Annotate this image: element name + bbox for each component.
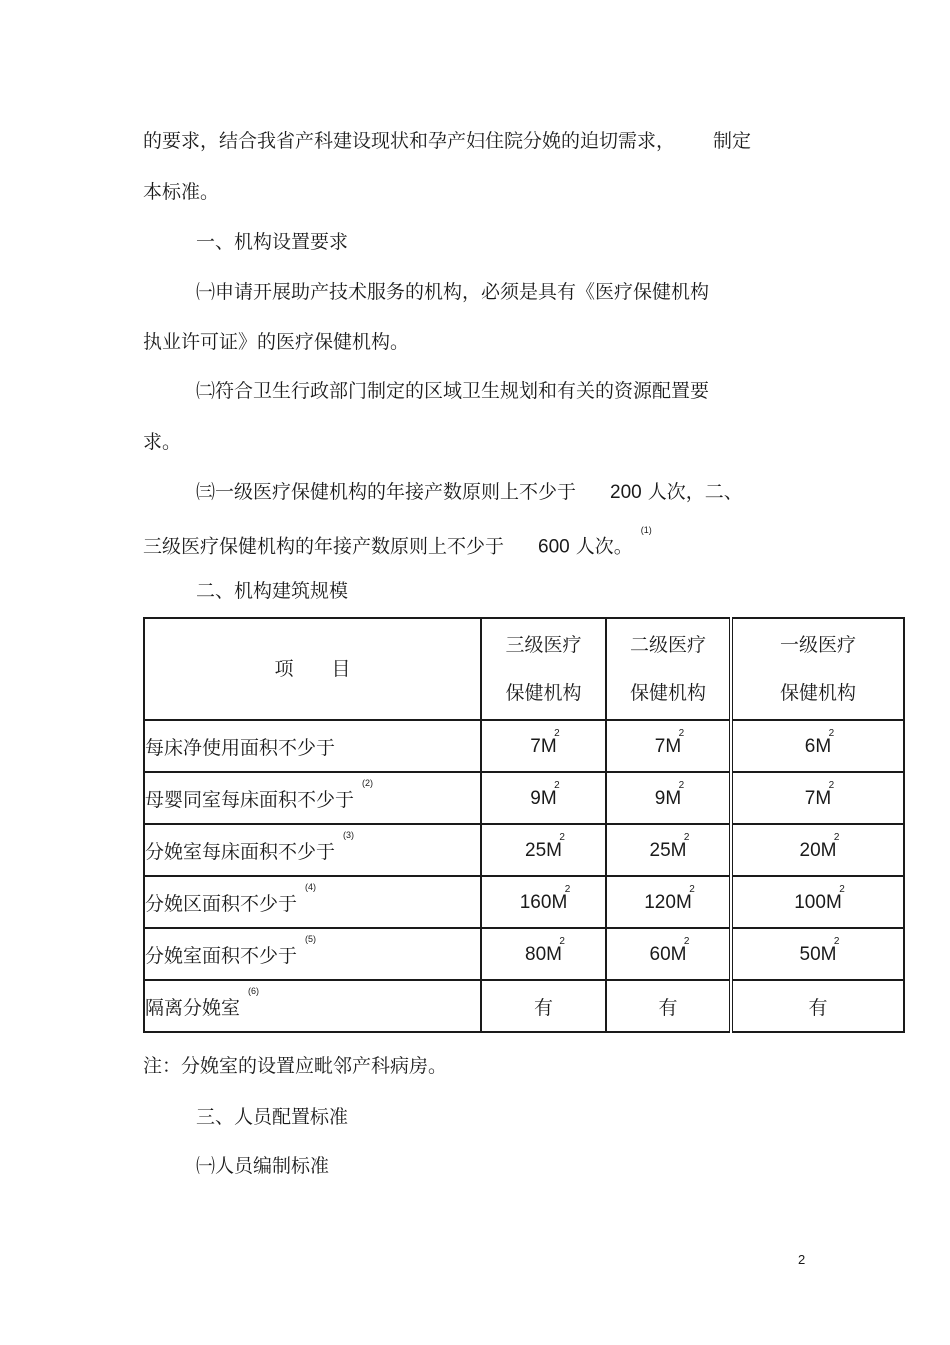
- unit-label: [665, 727, 685, 757]
- unit-exponent: 2: [564, 883, 571, 895]
- paragraph-line: [143, 525, 652, 560]
- header-line: 保健机构: [505, 682, 582, 704]
- header-line: 保健机构: [629, 682, 706, 704]
- count-value: 200: [610, 482, 642, 503]
- unit-label: [815, 727, 835, 757]
- value: 120: [644, 891, 676, 913]
- value-cell: [481, 928, 606, 980]
- table-row: [144, 980, 904, 1032]
- unit-label: [820, 935, 840, 965]
- value-cell: [731, 876, 904, 928]
- footnote-marker: (5): [305, 934, 317, 945]
- table-row: [144, 928, 904, 980]
- value-cell: [731, 824, 904, 876]
- row-label-cell: [144, 772, 481, 824]
- unit-exponent: 2: [678, 727, 685, 739]
- table-row: [144, 824, 904, 876]
- value-cell: [606, 928, 731, 980]
- unit-exponent: 2: [839, 883, 845, 895]
- unit-letter: M: [825, 891, 842, 913]
- value-cell: [606, 772, 731, 824]
- value-cell: [481, 824, 606, 876]
- value-cell: 有: [606, 980, 731, 1032]
- unit-letter: M: [665, 735, 682, 757]
- value: 9: [654, 787, 666, 809]
- value: 7: [530, 735, 541, 757]
- value: 60: [649, 943, 671, 965]
- unit-letter: M: [670, 943, 687, 965]
- page-number: 2: [798, 1252, 806, 1267]
- value-cell: [606, 720, 731, 772]
- count-value: 600: [538, 536, 570, 558]
- unit-letter: M: [670, 839, 687, 861]
- value: 6: [804, 735, 816, 757]
- unit-label: [825, 883, 845, 913]
- unit-label: [670, 831, 690, 861]
- unit-exponent: 2: [833, 935, 840, 947]
- text-segment: 制定: [713, 130, 752, 152]
- section-heading: 一、机构设置要求: [196, 231, 349, 253]
- row-label-cell: [144, 720, 481, 772]
- unit-exponent: 2: [678, 779, 685, 791]
- unit-letter: M: [546, 839, 562, 861]
- value-cell: [481, 720, 606, 772]
- value-cell: [481, 772, 606, 824]
- unit-exponent: 2: [828, 779, 835, 791]
- unit-exponent: 2: [689, 883, 695, 895]
- unit-label: [551, 883, 571, 913]
- unit-letter: M: [540, 735, 557, 757]
- paragraph-line: 本标准。: [143, 181, 220, 203]
- value-cell: [606, 876, 731, 928]
- unit-exponent: 2: [559, 935, 565, 947]
- text-segment: 的要求，结合我省产科建设现状和孕产妇住院分娩的迫切需求，: [143, 130, 676, 152]
- text-segment: 三级医疗保健机构的年接产数原则上不少于: [143, 535, 505, 558]
- header-column-cell: [606, 618, 731, 720]
- row-label: 隔离分娩室: [145, 996, 241, 1019]
- paragraph-line: ㈡符合卫生行政部门制定的区域卫生规划和有关的资源配置要: [196, 380, 710, 402]
- value: 7: [804, 787, 816, 809]
- section-heading: 三、人员配置标准: [196, 1106, 349, 1128]
- row-label-cell: [144, 928, 481, 980]
- unit-exponent: 2: [554, 779, 560, 791]
- unit-letter: M: [820, 943, 837, 965]
- value-cell: [481, 876, 606, 928]
- unit-letter: M: [815, 735, 832, 757]
- unit-letter: M: [540, 787, 557, 809]
- header-line: 三级医疗: [505, 634, 582, 656]
- value: 20: [799, 839, 821, 861]
- text-segment: 人次。: [575, 535, 633, 558]
- unit-label: [665, 779, 685, 809]
- row-label: 母婴同室每床面积不少于: [145, 788, 355, 811]
- paragraph-line: [196, 479, 743, 506]
- unit-exponent: 2: [683, 935, 690, 947]
- value-cell: [731, 928, 904, 980]
- value: 100: [794, 891, 826, 913]
- unit-label: [675, 883, 695, 913]
- table-row: [144, 772, 904, 824]
- unit-label: [540, 779, 560, 809]
- row-label-cell: [144, 824, 481, 876]
- table-row: [144, 720, 904, 772]
- value-cell: [731, 720, 904, 772]
- paragraph-line: 求。: [143, 431, 182, 453]
- value: 7: [654, 735, 666, 757]
- row-label: 分娩室每床面积不少于: [145, 840, 336, 863]
- paragraph-line: [143, 128, 751, 154]
- header-line: 一级医疗: [779, 634, 856, 656]
- paragraph-line: ㈠人员编制标准: [196, 1155, 330, 1177]
- unit-exponent: 2: [559, 831, 565, 843]
- unit-exponent: 2: [683, 831, 690, 843]
- paragraph-line: ㈠申请开展助产技术服务的机构，必须是具有《医疗保健机构: [196, 281, 710, 303]
- unit-exponent: 2: [828, 727, 835, 739]
- footnote-marker: (4): [305, 882, 317, 893]
- unit-letter: M: [815, 787, 832, 809]
- unit-label: [540, 727, 560, 757]
- header-item-cell: 项 目: [144, 618, 481, 720]
- section-heading: 二、机构建筑规模: [196, 580, 349, 602]
- row-label-cell: [144, 980, 481, 1032]
- header-column-cell: [481, 618, 606, 720]
- unit-label: [546, 935, 565, 965]
- footnote-marker: (2): [362, 778, 374, 789]
- row-label-cell: [144, 876, 481, 928]
- unit-letter: M: [546, 943, 562, 965]
- paragraph-line: 执业许可证》的医疗保健机构。: [143, 331, 410, 353]
- header-line: 二级医疗: [629, 634, 706, 656]
- value: 80: [525, 943, 547, 965]
- unit-label: [670, 935, 690, 965]
- unit-letter: M: [675, 891, 692, 913]
- value-cell: 有: [731, 980, 904, 1032]
- footnote-marker: (6): [248, 986, 260, 997]
- unit-label: [815, 779, 835, 809]
- value-cell: 有: [481, 980, 606, 1032]
- value-cell: [606, 824, 731, 876]
- unit-letter: M: [665, 787, 682, 809]
- value: 160: [519, 891, 552, 913]
- footnote-marker: (1): [640, 525, 652, 535]
- unit-letter: M: [820, 839, 837, 861]
- table-row: [144, 876, 904, 928]
- value: 25: [649, 839, 671, 861]
- text-segment: 人次，二、: [647, 481, 743, 503]
- header-column-cell: [731, 618, 904, 720]
- unit-exponent: 2: [554, 727, 560, 739]
- value: 25: [525, 839, 547, 861]
- unit-exponent: 2: [833, 831, 840, 843]
- row-label: 分娩区面积不少于: [145, 892, 298, 915]
- footnote-marker: (3): [343, 830, 355, 841]
- building-scale-table: [143, 617, 905, 1033]
- value-cell: [731, 772, 904, 824]
- row-label: 分娩室面积不少于: [145, 944, 298, 967]
- unit-label: [546, 831, 565, 861]
- text-segment: ㈢一级医疗保健机构的年接产数原则上不少于: [196, 481, 577, 503]
- unit-label: [820, 831, 840, 861]
- unit-letter: M: [551, 891, 568, 913]
- table-note: 注：分娩室的设置应毗邻产科病房。: [143, 1055, 448, 1077]
- row-label: 每床净使用面积不少于: [145, 736, 336, 759]
- header-line: 保健机构: [779, 682, 856, 704]
- value: 50: [799, 943, 821, 965]
- table-header-row: [144, 618, 904, 720]
- value: 9: [530, 787, 541, 809]
